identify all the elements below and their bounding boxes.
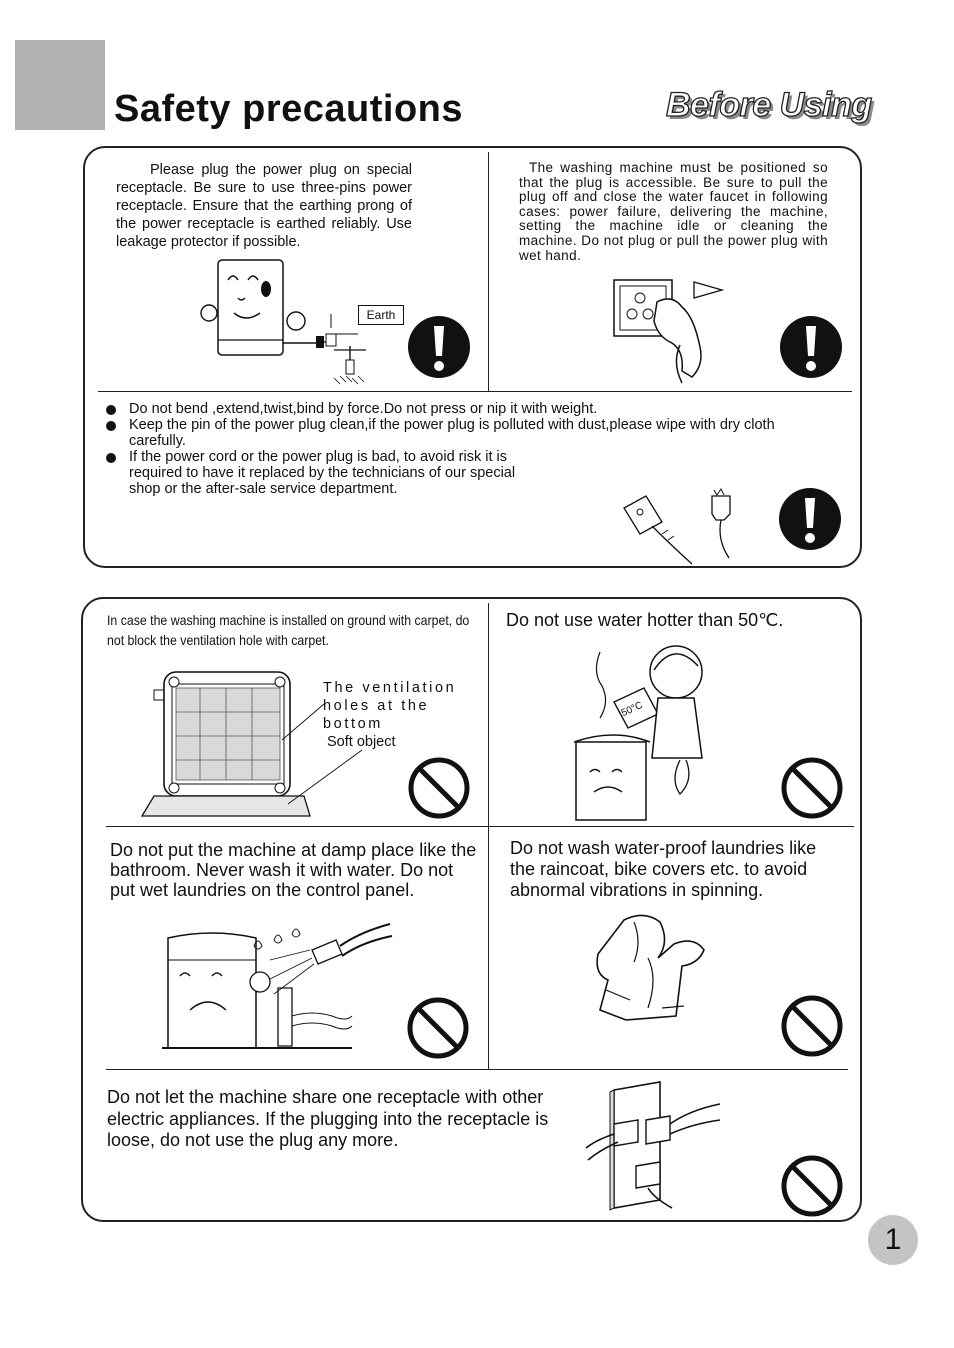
prohibited-icon — [407, 997, 469, 1059]
earthed-washer-illustration — [198, 258, 373, 388]
prohibited-icon — [781, 995, 843, 1057]
warning-exclamation-icon — [780, 316, 842, 378]
warning-exclamation-icon — [408, 316, 470, 378]
raincoat-illustration — [594, 912, 710, 1022]
panel2-divider-vertical — [488, 603, 489, 1070]
shared-receptacle-text: Do not let the machine share one receptacle with other electric appliances. If the plugging into the receptacle is loose, do not use the plug any more. — [107, 1087, 549, 1150]
carpet-instruction-text: In case the washing machine is installed on ground with carpet, do not block the ventilation hole with carpet. — [107, 612, 470, 648]
power-cord-bullet-list — [106, 401, 796, 497]
temperature-mark: 50°C — [619, 699, 645, 720]
hand-pulling-plug-illustration — [612, 278, 732, 390]
page-number: 1 — [868, 1215, 918, 1265]
waterproof-laundry-text: Do not wash water-proof laundries like the raincoat, bike covers etc. to avoid abnormal vibrations in spinning. — [510, 838, 817, 900]
plug-instruction-text: Please plug the power plug on special receptacle. Be sure to use three-pins power receptacle. Ensure that the earthing prong of the power receptacle is earthed reliably. Use leakage protector if possible. — [116, 162, 412, 250]
page-title: Safety precautions — [114, 88, 463, 130]
water-temperature-text: Do not use water hotter than 50℃. — [506, 610, 784, 630]
prohibited-icon — [781, 757, 843, 819]
damp-place-text: Do not put the machine at damp place like the bathroom. Never wash it with water. Do not put wet laundries on the control panel. — [110, 840, 477, 900]
panel1-divider-vertical — [488, 152, 489, 391]
list-item: Do not bend ,extend,twist,bind by force.Do not press or nip it with weight. — [106, 401, 796, 417]
overloaded-receptacle-illustration — [584, 1080, 724, 1210]
prohibited-icon — [408, 757, 470, 819]
water-spray-illustration — [162, 920, 394, 1052]
damaged-plug-illustration — [622, 486, 742, 566]
panel2-divider-horizontal-1 — [106, 826, 854, 827]
list-item: Keep the pin of the power plug clean,if the power plug is polluted with dust,please wipe with dry cloth carefully. — [106, 417, 796, 449]
list-item: If the power cord or the power plug is bad, to avoid risk it is required to have it replaced by the technicians of our special shop or the after-sale service department. — [106, 449, 549, 497]
section-title: Before Using — [666, 86, 872, 124]
header-gray-tab — [15, 40, 105, 130]
ventilation-label — [323, 679, 473, 733]
panel2-divider-horizontal-2 — [106, 1069, 848, 1070]
earth-label: Earth — [358, 305, 404, 325]
hot-water-illustration — [572, 642, 722, 822]
soft-object-label: Soft object — [327, 734, 396, 750]
warning-exclamation-icon — [779, 488, 841, 550]
prohibited-icon — [781, 1155, 843, 1217]
panel1-divider-horizontal — [98, 391, 852, 392]
ventilation-label-text: The ventilation holes at the bottom — [323, 680, 457, 732]
positioning-instruction-text: The washing machine must be positioned so that the plug is accessible. Be sure to pull the plug off and close the water faucet in following cases: power failure, delivering the machine, setting the machine idle or cleaning the machine. Do not plug or pull the power plug with wet hand. — [519, 160, 828, 263]
